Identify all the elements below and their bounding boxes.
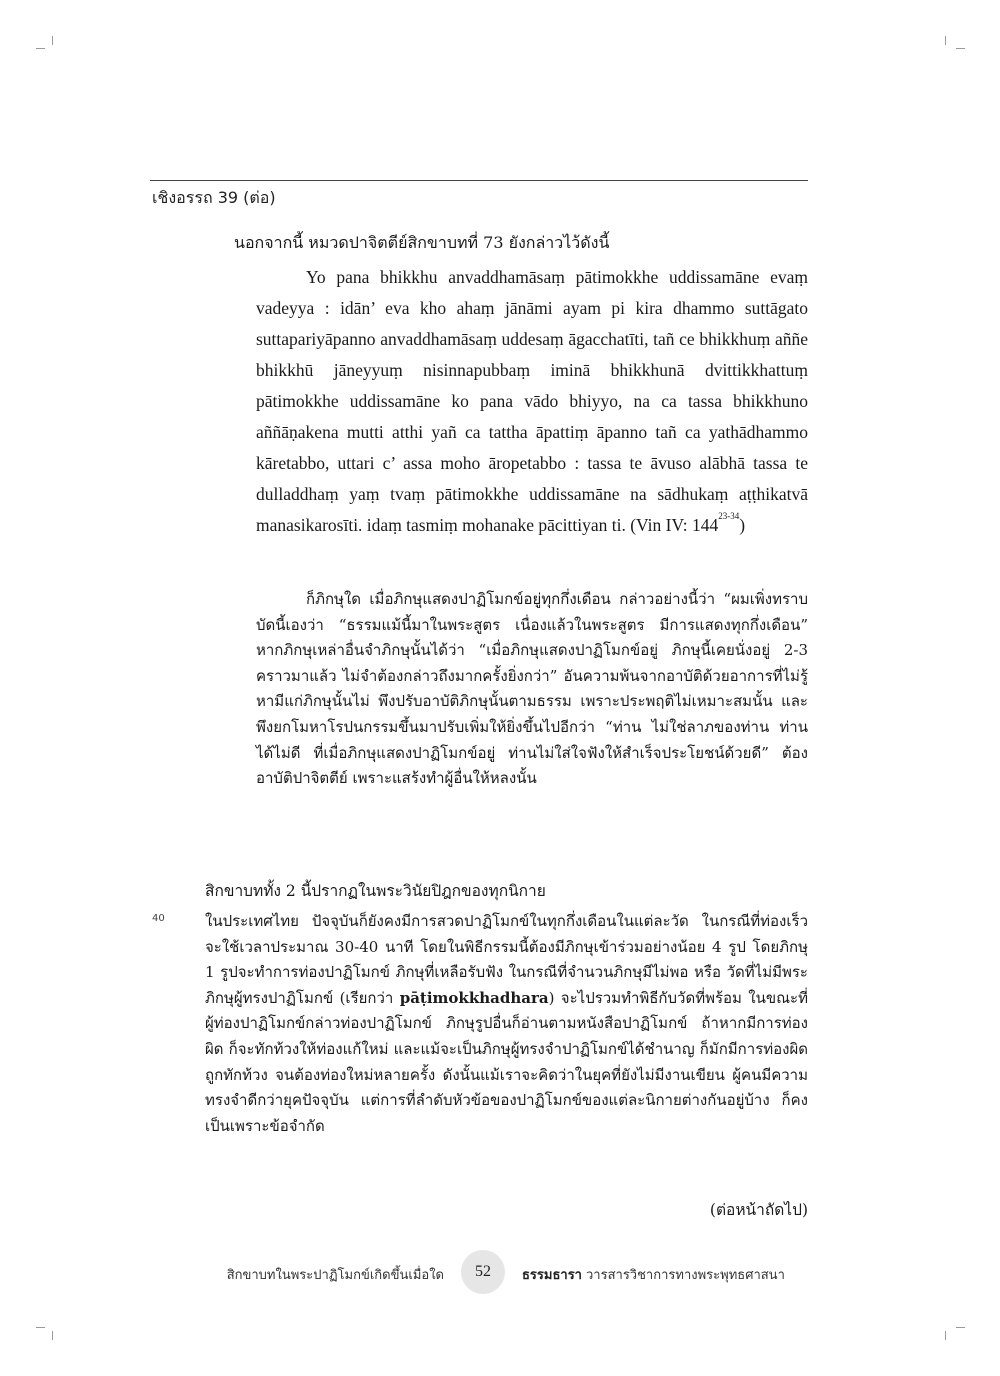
footnote-number: 40 <box>152 913 165 924</box>
crop-mark <box>945 1331 946 1340</box>
footnote-separator-rule <box>150 180 808 181</box>
footer-journal <box>522 1264 785 1285</box>
pali-quotation <box>256 262 808 541</box>
journal-name: ธรรมธารา <box>522 1268 582 1283</box>
continued-next-page: (ต่อหน้าถัดไป) <box>709 1201 808 1219</box>
page-footer <box>0 1250 1000 1294</box>
crop-mark <box>956 48 965 49</box>
footer-article-title: สิกขาบทในพระปาฏิโมกข์เกิดขึ้นเมื่อใด <box>226 1268 444 1283</box>
crop-mark <box>36 1327 45 1328</box>
footnote-heading: เชิงอรรถ 39 (ต่อ) <box>152 188 276 207</box>
note-body <box>205 909 808 1139</box>
page-number: 52 <box>461 1250 505 1294</box>
pali-citation-close: ) <box>739 515 746 535</box>
crop-mark <box>945 36 946 45</box>
crop-mark <box>52 1331 53 1340</box>
pali-term: pāṭimokkhadhara <box>399 988 549 1007</box>
pali-citation-superscript: 23-34 <box>718 511 740 521</box>
note-body-text: ในประเทศไทย ปัจจุบันก็ยังคงมีการสวดปาฏิโมกข์ในทุกกึ่งเดือนในแต่ละวัด ในกรณีที่ท่องเร็วจะใช้เวลาประมาณ 30-40 นาที โดยในพิธีกรรมนี้ต้องมีภิกษุเข้าร่วมอย่างน้อย 4 รูป โดยภิกษุ 1 รูปจะทำการท่องปาฏิโมกข์ ภิกษุที่เหลือรับฟัง ในกรณีที่จำนวนภิกษุมีไม่พอ หรือ วัดที่ไม่มีพระภิกษุผู้ทรงปาฏิโมกข์ (เรียกว่า <box>205 912 808 1007</box>
thai-translation: ก็ภิกษุใด เมื่อภิกษุแสดงปาฏิโมกข์อยู่ทุกกึ่งเดือน กล่าวอย่างนี้ว่า “ผมเพิ่งทราบบัดนี้เองว่า “ธรรมแม้นี้มาในพระสูตร เนื่องแล้วในพระสูตร มีการแสดงทุกกึ่งเดือน” หากภิกษุเหล่าอื่นจำภิกษุนั้นได้ว่า “เมื่อภิกษุแสดงปาฏิโมกข์อยู่ ภิกษุนี้เคยนั่งอยู่ 2-3 คราวมาแล้ว ไม่จำต้องกล่าวถึงมากครั้งยิ่งกว่า” อันความพ้นจากอาบัติด้วยอาการที่ไม่รู้ หามีแก่ภิกษุนั้นไม่ พึงปรับอาบัติภิกษุนั้นตามธรรม เพราะประพฤติไม่เหมาะสมนั้น และพึงยกโมหาโรปนกรรมขึ้นมาปรับเพิ่มให้ยิ่งขึ้นไปอีกว่า “ท่าน ไม่ใช่ลาภของท่าน ท่านได้ไม่ดี ที่เมื่อภิกษุแสดงปาฏิโมกข์อยู่ ท่านไม่ใส่ใจฟังให้สำเร็จประโยชน์ด้วยดี” ต้องอาบัติปาจิตตีย์ เพราะแสร้งทำผู้อื่นให้หลงนั้น <box>256 590 808 788</box>
journal-subtitle: วารสารวิชาการทางพระพุทธศาสนา <box>586 1268 785 1283</box>
note-body-text: ) จะไปรวมทำพิธีกับวัดที่พร้อม ในขณะที่ผู้ท่องปาฏิโมกข์กล่าวท่องปาฏิโมกข์ ภิกษุรูปอื่นก็อ่านตามหนังสือปาฏิโมกข์ ถ้าหากมีการท่องผิด ก็จะทักท้วงให้ท่องแก้ใหม่ และแม้จะเป็นภิกษุผู้ทรงจำปาฏิโมกข์ได้ชำนาญ ก็มักมีการท่องผิด ถูกทักท้วง จนต้องท่องใหม่หลายครั้ง ดังนั้นแม้เราจะคิดว่าในยุคที่ยังไม่มีงานเขียน ผู้คนมีความทรงจำดีกว่ายุคปัจจุบัน แต่การที่ลำดับหัวข้อของปาฏิโมกข์ของแต่ละนิกายต่างกันอยู่บ้าง ก็คงเป็นเพราะข้อจำกัด <box>205 988 808 1135</box>
crop-mark <box>36 48 45 49</box>
crop-mark <box>956 1327 965 1328</box>
crop-mark <box>52 36 53 45</box>
note-title: สิกขาบททั้ง 2 นี้ปรากฏในพระวินัยปิฎกของทุกนิกาย <box>205 882 546 900</box>
footnote-intro: นอกจากนี้ หมวดปาจิตตีย์สิกขาบทที่ 73 ยังกล่าวไว้ดังนี้ <box>234 233 610 252</box>
pali-text: Yo pana bhikkhu anvaddhamāsaṃ pātimokkhe uddissamāne evaṃ vadeyya : idān’ eva kho ahaṃ jānāmi ayam pi kira dhammo suttāgato suttapariyāpanno anvaddhamāsaṃ uddesaṃ āgacchatīti, tañ ce bhikkhuṃ aññe bhikkhū jāneyyuṃ nisinnapubbaṃ iminā bhikkhunā dvittikkhattuṃ pātimokkhe uddissamāne ko pana vādo bhiyyo, na ca tassa bhikkhuno aññāṇakena mutti atthi yañ ca tattha āpattiṃ āpanno tañ ca yathādhammo kāretabbo, uttari c’ assa moho āropetabbo : tassa te āvuso alābhā tassa te dulladdhaṃ yaṃ tvaṃ pātimokkhe uddissamāne na sādhukaṃ aṭṭhikatvā manasikarosīti. idaṃ tasmiṃ mohanake pācittiyan ti. (Vin IV: 144 <box>256 267 808 535</box>
